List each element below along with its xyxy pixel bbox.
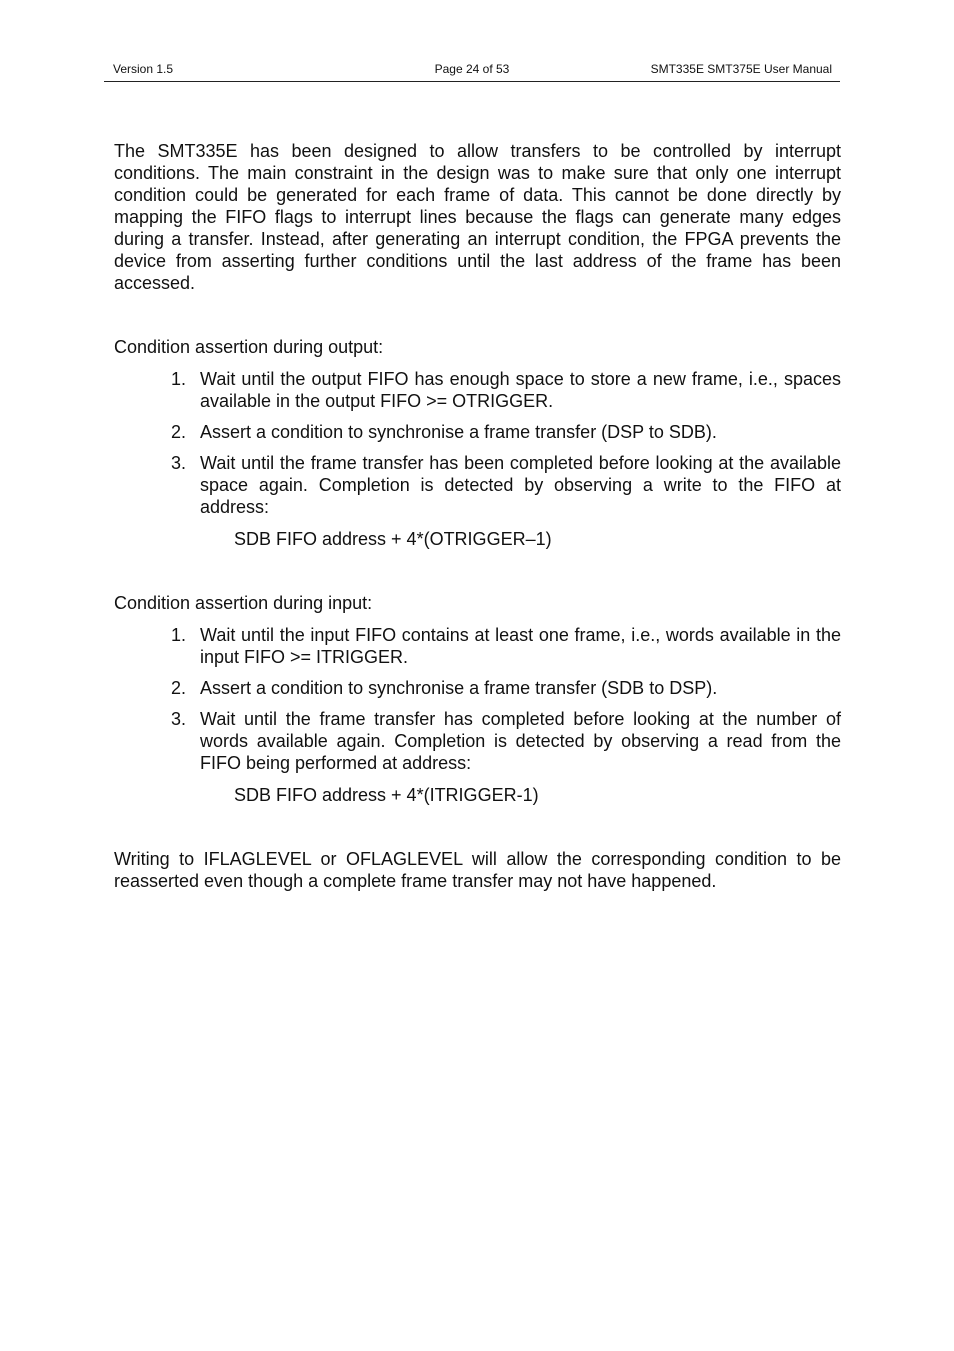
list-item — [114, 452, 841, 518]
header-version: Version 1.5 — [113, 62, 174, 76]
list-item-text: Assert a condition to synchronise a frame transfer (DSP to SDB). — [200, 422, 717, 442]
list-item-text: Wait until the input FIFO contains at least one frame, i.e., words available in the input FIFO >= ITRIGGER. — [200, 625, 841, 667]
list-item — [114, 677, 841, 699]
list-item-text: Wait until the frame transfer has completed before looking at the number of words available again. Completion is detected by observing a read from the FIFO being performed at address: — [200, 709, 841, 773]
list-item-number: 1. — [171, 625, 187, 645]
output-address-formula: SDB FIFO address + 4*(OTRIGGER–1) — [234, 529, 552, 549]
page-content — [114, 140, 841, 892]
list-item-text: Wait until the frame transfer has been completed before looking at the available space again. Completion is detected by observing a write to the FIFO at address: — [200, 453, 841, 517]
header-document-title: SMT335E SMT375E User Manual — [650, 62, 832, 76]
list-item-text: Wait until the output FIFO has enough space to store a new frame, i.e., spaces available in the output FIFO >= OTRIGGER. — [200, 369, 841, 411]
list-item-text: Assert a condition to synchronise a frame transfer (SDB to DSP). — [200, 678, 718, 698]
input-steps-list — [114, 624, 841, 774]
output-section-label: Condition assertion during output: — [114, 337, 384, 357]
input-address-formula: SDB FIFO address + 4*(ITRIGGER-1) — [234, 785, 539, 805]
header-page-number: Page 24 of 53 — [434, 62, 510, 76]
list-item — [114, 421, 841, 443]
list-item-number: 3. — [171, 709, 187, 729]
list-item — [114, 368, 841, 412]
list-item — [114, 624, 841, 668]
list-item — [114, 708, 841, 774]
page-header — [104, 61, 840, 82]
list-item-number: 3. — [171, 453, 187, 473]
output-steps-list — [114, 368, 841, 518]
intro-paragraph: The SMT335E has been designed to allow transfers to be controlled by interrupt conditions. The main constraint in the design was to make sure that only one interrupt condition could be generated for each frame of data. This cannot be done directly by mapping the FIFO flags to interrupt lines because the flags can generate many edges during a transfer. Instead, after generating an interrupt condition, the FPGA prevents the device from asserting further conditions until the last address of the frame has been accessed. — [114, 141, 841, 293]
list-item-number: 2. — [171, 678, 187, 698]
input-section-label: Condition assertion during input: — [114, 593, 373, 613]
list-item-number: 2. — [171, 422, 187, 442]
list-item-number: 1. — [171, 369, 187, 389]
closing-paragraph: Writing to IFLAGLEVEL or OFLAGLEVEL will allow the corresponding condition to be reasserted even though a complete frame transfer may not have happened. — [114, 849, 841, 891]
